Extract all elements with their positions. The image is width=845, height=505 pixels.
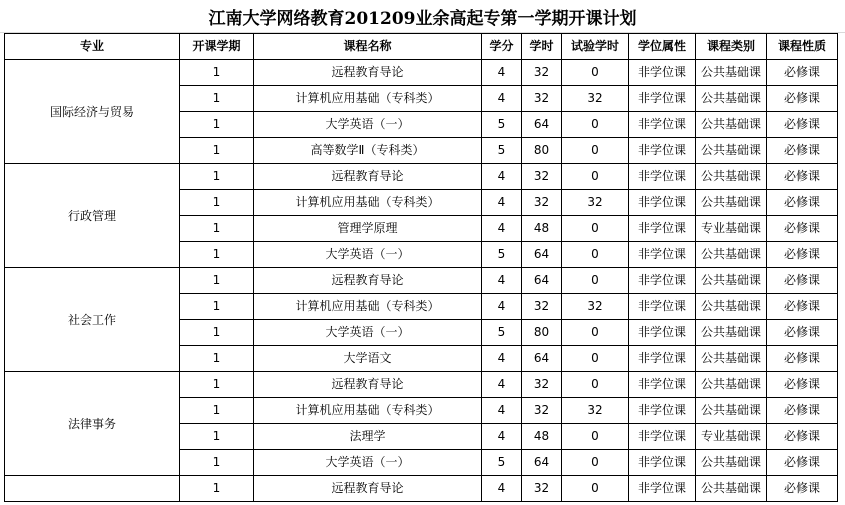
credits-cell: 4 — [482, 294, 522, 320]
hours-cell: 32 — [522, 60, 562, 86]
semester-cell: 1 — [180, 112, 254, 138]
major-cell: 社会工作 — [5, 268, 180, 372]
header-credits: 学分 — [482, 34, 522, 60]
credits-cell: 4 — [482, 164, 522, 190]
hours-cell: 32 — [522, 164, 562, 190]
course-name-cell: 大学英语（一） — [254, 112, 482, 138]
header-semester: 开课学期 — [180, 34, 254, 60]
semester-cell: 1 — [180, 216, 254, 242]
lab-hours-cell: 0 — [562, 216, 629, 242]
credits-cell: 4 — [482, 216, 522, 242]
lab-hours-cell: 0 — [562, 372, 629, 398]
lab-hours-cell: 0 — [562, 112, 629, 138]
course-category-cell: 专业基础课 — [696, 424, 767, 450]
course-name-cell: 计算机应用基础（专科类） — [254, 190, 482, 216]
degree-attr-cell: 非学位课 — [629, 372, 696, 398]
semester-cell: 1 — [180, 242, 254, 268]
credits-cell: 4 — [482, 86, 522, 112]
course-category-cell: 公共基础课 — [696, 190, 767, 216]
course-name-cell: 计算机应用基础（专科类） — [254, 398, 482, 424]
lab-hours-cell: 0 — [562, 138, 629, 164]
course-name-cell: 远程教育导论 — [254, 268, 482, 294]
table-row — [5, 164, 838, 190]
course-nature-cell: 必修课 — [767, 216, 838, 242]
course-nature-cell: 必修课 — [767, 398, 838, 424]
table-body — [5, 60, 838, 502]
degree-attr-cell: 非学位课 — [629, 112, 696, 138]
table-row — [5, 268, 838, 294]
course-nature-cell: 必修课 — [767, 138, 838, 164]
course-nature-cell: 必修课 — [767, 346, 838, 372]
semester-cell: 1 — [180, 372, 254, 398]
course-name-cell: 计算机应用基础（专科类） — [254, 294, 482, 320]
lab-hours-cell: 0 — [562, 450, 629, 476]
semester-cell: 1 — [180, 320, 254, 346]
major-cell: 法律事务 — [5, 372, 180, 476]
degree-attr-cell: 非学位课 — [629, 294, 696, 320]
lab-hours-cell: 32 — [562, 86, 629, 112]
table-row — [5, 60, 838, 86]
course-name-cell: 大学语文 — [254, 346, 482, 372]
lab-hours-cell: 0 — [562, 60, 629, 86]
degree-attr-cell: 非学位课 — [629, 164, 696, 190]
course-nature-cell: 必修课 — [767, 320, 838, 346]
degree-attr-cell: 非学位课 — [629, 190, 696, 216]
degree-attr-cell: 非学位课 — [629, 60, 696, 86]
degree-attr-cell: 非学位课 — [629, 346, 696, 372]
credits-cell: 5 — [482, 242, 522, 268]
credits-cell: 5 — [482, 112, 522, 138]
course-category-cell: 公共基础课 — [696, 60, 767, 86]
course-nature-cell: 必修课 — [767, 268, 838, 294]
credits-cell: 4 — [482, 398, 522, 424]
credits-cell: 4 — [482, 372, 522, 398]
header-course-category: 课程类别 — [696, 34, 767, 60]
semester-cell: 1 — [180, 294, 254, 320]
hours-cell: 32 — [522, 294, 562, 320]
course-name-cell: 法理学 — [254, 424, 482, 450]
course-name-cell: 远程教育导论 — [254, 372, 482, 398]
course-nature-cell: 必修课 — [767, 60, 838, 86]
lab-hours-cell: 32 — [562, 398, 629, 424]
course-nature-cell: 必修课 — [767, 86, 838, 112]
course-category-cell: 公共基础课 — [696, 294, 767, 320]
course-category-cell: 公共基础课 — [696, 476, 767, 502]
degree-attr-cell: 非学位课 — [629, 268, 696, 294]
semester-cell: 1 — [180, 164, 254, 190]
degree-attr-cell: 非学位课 — [629, 476, 696, 502]
degree-attr-cell: 非学位课 — [629, 216, 696, 242]
course-name-cell: 大学英语（一） — [254, 320, 482, 346]
semester-cell: 1 — [180, 346, 254, 372]
hours-cell: 32 — [522, 476, 562, 502]
degree-attr-cell: 非学位课 — [629, 450, 696, 476]
header-major: 专业 — [5, 34, 180, 60]
header-degree-attr: 学位属性 — [629, 34, 696, 60]
major-cell — [5, 476, 180, 502]
header-course-name: 课程名称 — [254, 34, 482, 60]
course-plan-table — [4, 33, 838, 502]
hours-cell: 32 — [522, 398, 562, 424]
semester-cell: 1 — [180, 138, 254, 164]
course-nature-cell: 必修课 — [767, 112, 838, 138]
course-name-cell: 管理学原理 — [254, 216, 482, 242]
course-name-cell: 大学英语（一） — [254, 242, 482, 268]
course-nature-cell: 必修课 — [767, 294, 838, 320]
course-name-cell: 远程教育导论 — [254, 60, 482, 86]
major-cell: 行政管理 — [5, 164, 180, 268]
course-category-cell: 公共基础课 — [696, 138, 767, 164]
lab-hours-cell: 0 — [562, 320, 629, 346]
lab-hours-cell: 0 — [562, 164, 629, 190]
course-category-cell: 公共基础课 — [696, 242, 767, 268]
hours-cell: 64 — [522, 242, 562, 268]
credits-cell: 4 — [482, 476, 522, 502]
course-name-cell: 远程教育导论 — [254, 476, 482, 502]
degree-attr-cell: 非学位课 — [629, 398, 696, 424]
credits-cell: 4 — [482, 190, 522, 216]
hours-cell: 32 — [522, 86, 562, 112]
header-course-nature: 课程性质 — [767, 34, 838, 60]
course-nature-cell: 必修课 — [767, 424, 838, 450]
credits-cell: 4 — [482, 60, 522, 86]
degree-attr-cell: 非学位课 — [629, 242, 696, 268]
semester-cell: 1 — [180, 424, 254, 450]
course-name-cell: 大学英语（一） — [254, 450, 482, 476]
hours-cell: 48 — [522, 424, 562, 450]
course-category-cell: 公共基础课 — [696, 320, 767, 346]
course-nature-cell: 必修课 — [767, 190, 838, 216]
course-nature-cell: 必修课 — [767, 372, 838, 398]
course-category-cell: 公共基础课 — [696, 112, 767, 138]
course-nature-cell: 必修课 — [767, 476, 838, 502]
course-name-cell: 计算机应用基础（专科类） — [254, 86, 482, 112]
hours-cell: 64 — [522, 346, 562, 372]
header-hours: 学时 — [522, 34, 562, 60]
course-category-cell: 公共基础课 — [696, 398, 767, 424]
course-category-cell: 公共基础课 — [696, 268, 767, 294]
credits-cell: 4 — [482, 268, 522, 294]
hours-cell: 64 — [522, 268, 562, 294]
credits-cell: 5 — [482, 138, 522, 164]
course-category-cell: 公共基础课 — [696, 450, 767, 476]
hours-cell: 64 — [522, 112, 562, 138]
hours-cell: 80 — [522, 138, 562, 164]
sheet-title: 江南大学网络教育201209业余高起专第一学期开课计划 — [0, 0, 845, 33]
major-cell: 国际经济与贸易 — [5, 60, 180, 164]
course-nature-cell: 必修课 — [767, 242, 838, 268]
hours-cell: 32 — [522, 372, 562, 398]
hours-cell: 80 — [522, 320, 562, 346]
table-row — [5, 476, 838, 502]
semester-cell: 1 — [180, 398, 254, 424]
course-category-cell: 公共基础课 — [696, 86, 767, 112]
credits-cell: 5 — [482, 450, 522, 476]
credits-cell: 4 — [482, 346, 522, 372]
table-row — [5, 372, 838, 398]
course-category-cell: 公共基础课 — [696, 164, 767, 190]
hours-cell: 48 — [522, 216, 562, 242]
semester-cell: 1 — [180, 450, 254, 476]
degree-attr-cell: 非学位课 — [629, 424, 696, 450]
course-nature-cell: 必修课 — [767, 450, 838, 476]
hours-cell: 32 — [522, 190, 562, 216]
semester-cell: 1 — [180, 268, 254, 294]
semester-cell: 1 — [180, 60, 254, 86]
credits-cell: 4 — [482, 424, 522, 450]
course-name-cell: 高等数学Ⅱ（专科类） — [254, 138, 482, 164]
header-row — [5, 34, 838, 60]
degree-attr-cell: 非学位课 — [629, 86, 696, 112]
semester-cell: 1 — [180, 190, 254, 216]
lab-hours-cell: 32 — [562, 294, 629, 320]
course-category-cell: 公共基础课 — [696, 346, 767, 372]
credits-cell: 5 — [482, 320, 522, 346]
course-category-cell: 公共基础课 — [696, 372, 767, 398]
course-nature-cell: 必修课 — [767, 164, 838, 190]
course-category-cell: 专业基础课 — [696, 216, 767, 242]
lab-hours-cell: 0 — [562, 476, 629, 502]
degree-attr-cell: 非学位课 — [629, 320, 696, 346]
lab-hours-cell: 0 — [562, 242, 629, 268]
degree-attr-cell: 非学位课 — [629, 138, 696, 164]
header-lab-hours: 试验学时 — [562, 34, 629, 60]
hours-cell: 64 — [522, 450, 562, 476]
semester-cell: 1 — [180, 476, 254, 502]
course-name-cell: 远程教育导论 — [254, 164, 482, 190]
semester-cell: 1 — [180, 86, 254, 112]
lab-hours-cell: 0 — [562, 268, 629, 294]
lab-hours-cell: 0 — [562, 346, 629, 372]
lab-hours-cell: 0 — [562, 424, 629, 450]
lab-hours-cell: 32 — [562, 190, 629, 216]
